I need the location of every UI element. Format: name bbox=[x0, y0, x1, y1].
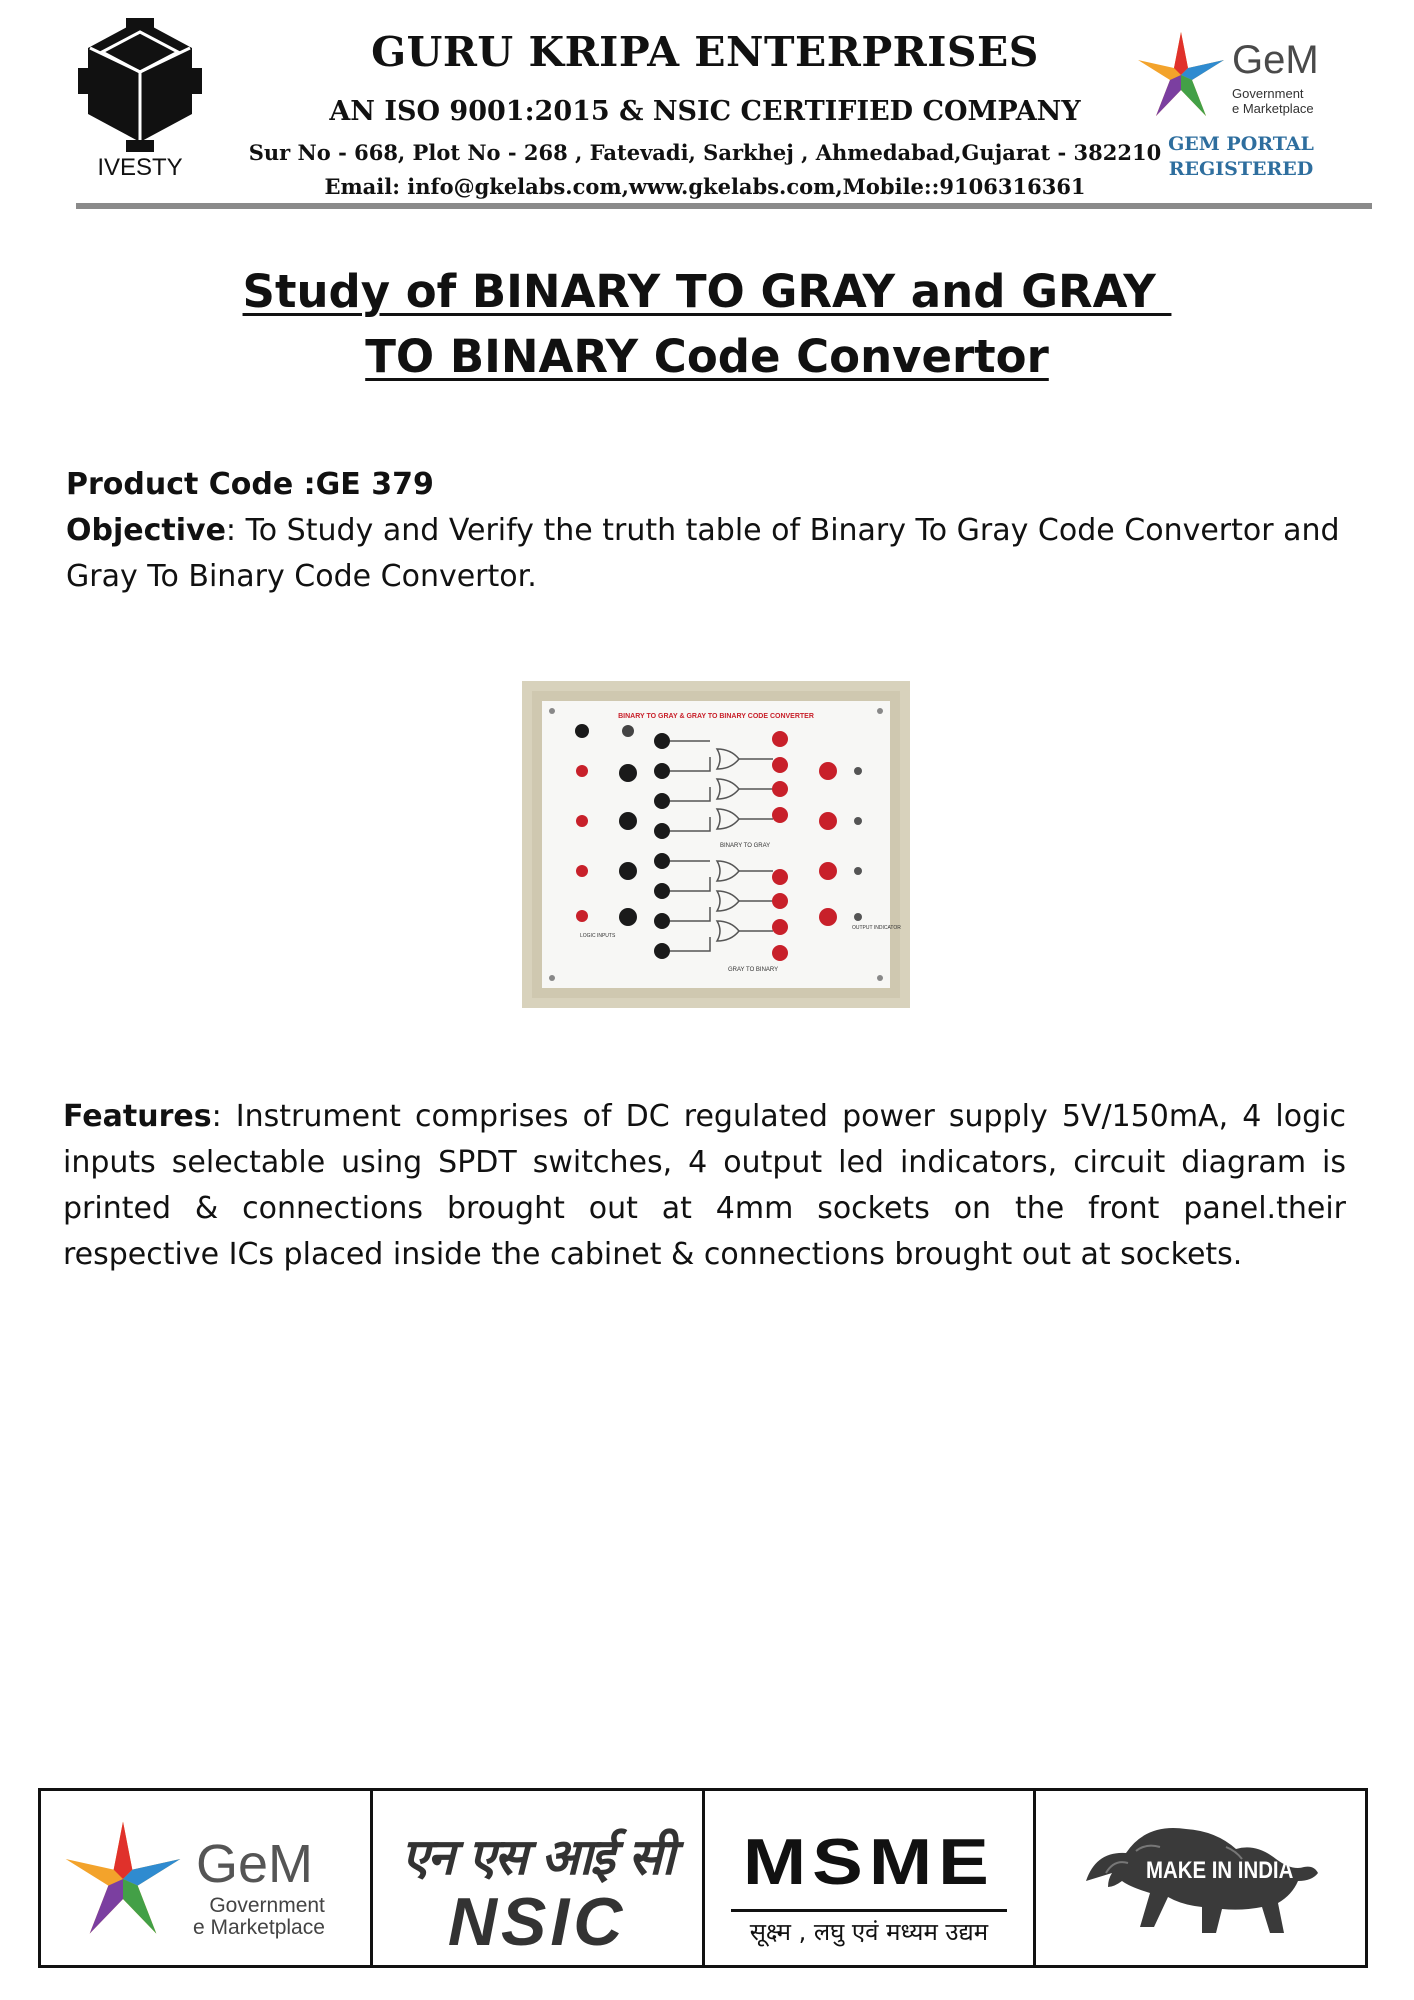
company-certification: AN ISO 9001:2015 & NSIC CERTIFIED COMPANY bbox=[329, 96, 1081, 127]
label-logic-inputs: LOGIC INPUTS bbox=[580, 933, 616, 939]
gem-tagline-line1: Government bbox=[1232, 86, 1304, 101]
footer-msme-logo bbox=[705, 1791, 1037, 1965]
gem-star-icon bbox=[1136, 30, 1226, 120]
gem-registered-line1: GEM PORTAL bbox=[1168, 133, 1314, 155]
footer-gem-tagline bbox=[193, 1895, 325, 1939]
product-code: Product Code :GE 379 bbox=[66, 467, 434, 502]
msme-text: MSME bbox=[742, 1826, 995, 1899]
footer-gem-line1: Government bbox=[209, 1894, 325, 1917]
company-logo bbox=[78, 18, 202, 181]
objective-paragraph bbox=[66, 508, 1372, 600]
ivesty-cube-icon bbox=[78, 18, 202, 154]
document-title-line1: Study of BINARY TO GRAY and GRAY bbox=[242, 265, 1172, 318]
gem-brand: GeM bbox=[1232, 38, 1319, 82]
logo-wordmark: IVESTY bbox=[97, 154, 183, 181]
features-text: : Instrument comprises of DC regulated power supply 5V/150mA, 4 logic inputs selectable using SPDT switches, 4 output led indicators, circuit diagram is printed & connections brought out at 4mm sockets on the front panel.their respective ICs placed inside the cabinet & connections brought out at sockets. bbox=[63, 1099, 1346, 1272]
msme-divider bbox=[731, 1909, 1008, 1912]
document-title-line2: TO BINARY Code Convertor bbox=[365, 330, 1049, 383]
footer-make-in-india-logo bbox=[1036, 1791, 1365, 1965]
footer-nsic-logo bbox=[373, 1791, 705, 1965]
footer-logo-strip bbox=[38, 1788, 1368, 1968]
panel-title: BINARY TO GRAY & GRAY TO BINARY CODE CONVERTER bbox=[618, 713, 814, 720]
label-binary-to-gray: BINARY TO GRAY bbox=[720, 843, 771, 849]
footer-gem-line2: e Marketplace bbox=[193, 1916, 325, 1939]
gem-registered-label bbox=[1136, 132, 1346, 182]
nsic-hindi-text: एन एस आई सी bbox=[401, 1828, 673, 1886]
company-address: Sur No - 668, Plot No - 268 , Fatevadi, Sarkhej , Ahmedabad,Gujarat - 382210 bbox=[248, 140, 1162, 165]
gem-tagline bbox=[1232, 86, 1314, 116]
panel-face bbox=[542, 701, 890, 988]
label-output-indicator: OUTPUT INDICATOR bbox=[852, 925, 901, 931]
gem-registered-line2: REGISTERED bbox=[1168, 158, 1314, 180]
nsic-text: NSIC bbox=[447, 1884, 627, 1960]
msme-tagline: सूक्ष्म , लघु एवं मध्यम उद्यम bbox=[749, 1918, 989, 1946]
gem-badge bbox=[1136, 30, 1346, 190]
features-label: Features bbox=[63, 1099, 212, 1134]
objective-label: Objective bbox=[66, 513, 226, 548]
objective-text: : To Study and Verify the truth table of Binary To Gray Code Convertor and Gray To Binary Code Convertor. bbox=[66, 513, 1340, 594]
make-in-india-text: MAKE IN INDIA bbox=[1146, 1857, 1294, 1884]
company-contact: Email: info@gkelabs.com,www.gkelabs.com,Mobile::9106316361 bbox=[324, 174, 1086, 199]
footer-gem-brand: GeM bbox=[196, 1834, 314, 1894]
company-name: GURU KRIPA ENTERPRISES bbox=[371, 28, 1039, 76]
header-divider bbox=[76, 203, 1372, 209]
product-photo bbox=[522, 681, 910, 1008]
gem-tagline-line2: e Marketplace bbox=[1232, 101, 1314, 116]
gem-star-icon bbox=[63, 1819, 183, 1939]
label-gray-to-binary: GRAY TO BINARY bbox=[728, 967, 779, 973]
footer-gem-logo bbox=[41, 1791, 373, 1965]
features-paragraph bbox=[63, 1094, 1346, 1278]
